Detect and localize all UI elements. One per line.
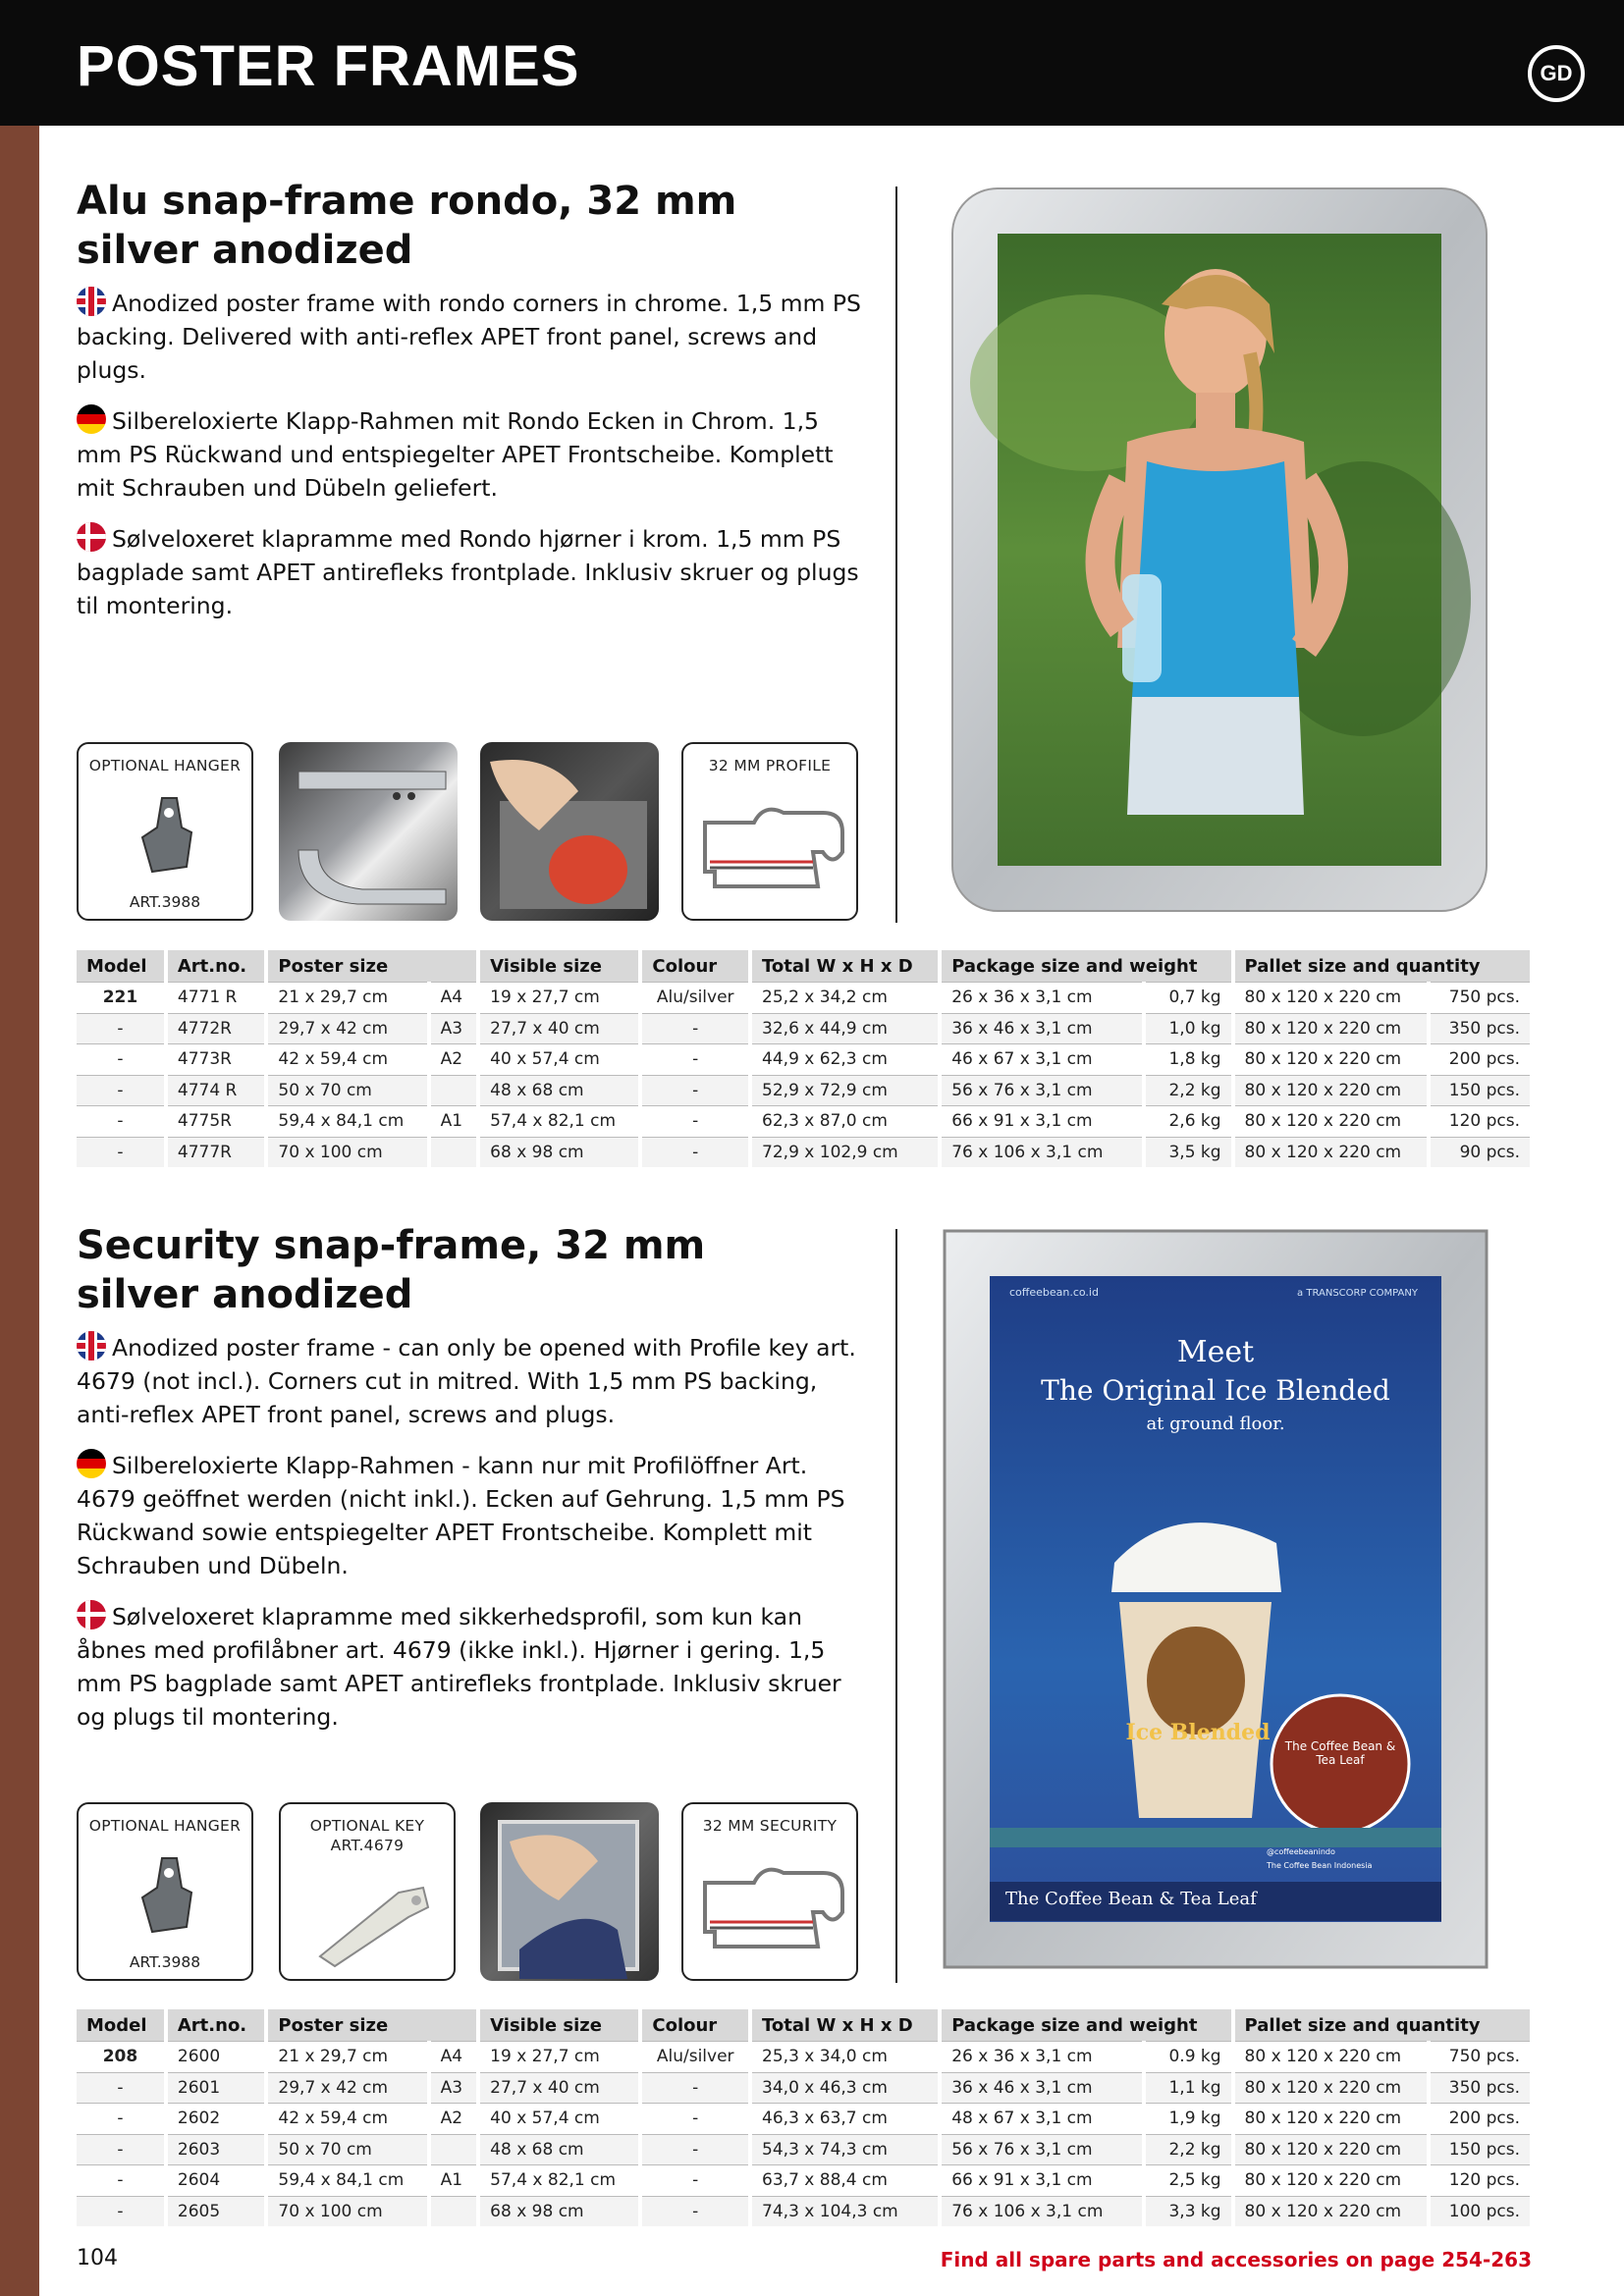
table-cell: 26 x 36 x 3,1 cm: [940, 2042, 1144, 2073]
hanger-icon: [123, 793, 211, 881]
table-cell: 4777R: [166, 1137, 267, 1167]
danish-flag-icon: [77, 522, 106, 552]
table-cell: A2: [429, 2104, 479, 2135]
table-cell: 29,7 x 42 cm: [266, 2072, 428, 2104]
table-cell: 50 x 70 cm: [266, 2134, 428, 2165]
table-cell: 1,1 kg: [1144, 2072, 1232, 2104]
col-header-total: Total W x H x D: [750, 950, 940, 983]
table-cell: 2,2 kg: [1144, 1075, 1232, 1106]
table-cell: [429, 1075, 479, 1106]
hanger-thumbnail: OPTIONAL HANGER ART.3988: [77, 742, 253, 921]
col-header-total: Total W x H x D: [750, 2009, 940, 2042]
table-row: [77, 1013, 1532, 1044]
feature-thumbnails-1: [77, 742, 862, 929]
table-cell: 350 pcs.: [1429, 1013, 1532, 1044]
table-cell: -: [77, 1013, 166, 1044]
table-cell: -: [77, 2072, 166, 2104]
table-cell: A3: [429, 1013, 479, 1044]
table-cell: 80 x 120 x 220 cm: [1233, 1044, 1430, 1076]
table-cell: -: [77, 2196, 166, 2226]
product-photo-rondo: [950, 187, 1489, 913]
col-header-visible-size: Visible size: [478, 950, 640, 983]
table-cell: 750 pcs.: [1429, 983, 1532, 1014]
table-cell: 2602: [166, 2104, 267, 2135]
table-cell: 150 pcs.: [1429, 1075, 1532, 1106]
product-title: Security snap-frame, 32 mm silver anodized: [77, 1223, 706, 1317]
table-cell: 72,9 x 102,9 cm: [750, 1137, 940, 1167]
table-cell: 4771 R: [166, 983, 267, 1014]
security-profile-thumbnail: 32 MM SECURITY: [681, 1802, 858, 1981]
table-cell: 1,0 kg: [1144, 1013, 1232, 1044]
table-cell: 4774 R: [166, 1075, 267, 1106]
description-de: Silbereloxierte Klapp-Rahmen - kann nur mit Profilöffner Art. 4679 geöffnet werden (nicht inkl.). Ecken auf Gehrung. 1,5 mm PS Rückwand sowie entspiegelter APET Frontscheibe. Komplett mit Schrauben und Dübeln.: [77, 1449, 862, 1582]
table-cell: -: [640, 2104, 750, 2135]
poster-social1: @coffeebeanindo: [1267, 1847, 1335, 1856]
table-cell: 54,3 x 74,3 cm: [750, 2134, 940, 2165]
key-thumbnail: OPTIONAL KEY ART.4679: [279, 1802, 456, 1981]
table-cell: 57,4 x 82,1 cm: [478, 2165, 640, 2197]
table-cell: A3: [429, 2072, 479, 2104]
hanger-thumbnail: OPTIONAL HANGER ART.3988: [77, 1802, 253, 1981]
table-cell: 100 pcs.: [1429, 2196, 1532, 2226]
table-cell: -: [640, 1106, 750, 1138]
table-cell: 120 pcs.: [1429, 2165, 1532, 2197]
table-row: [77, 1137, 1532, 1167]
table-cell: 76 x 106 x 3,1 cm: [940, 1137, 1144, 1167]
table-cell: 750 pcs.: [1429, 2042, 1532, 2073]
table-cell: 80 x 120 x 220 cm: [1233, 2072, 1430, 2104]
table-cell: -: [640, 1075, 750, 1106]
table-cell: 1,8 kg: [1144, 1044, 1232, 1076]
table-cell: 2,5 kg: [1144, 2165, 1232, 2197]
divider-line: [895, 1229, 897, 1983]
table-cell: 80 x 120 x 220 cm: [1233, 1106, 1430, 1138]
table-cell: -: [77, 2165, 166, 2197]
table-cell: 36 x 46 x 3,1 cm: [940, 1013, 1144, 1044]
table-cell: 1,9 kg: [1144, 2104, 1232, 2135]
table-cell: 70 x 100 cm: [266, 2196, 428, 2226]
page-title: POSTER FRAMES: [77, 34, 580, 98]
opening-key-photo: [480, 1802, 659, 1981]
table-cell: -: [77, 1075, 166, 1106]
table-cell: 62,3 x 87,0 cm: [750, 1106, 940, 1138]
poster-cup-text: Ice Blended: [1125, 1720, 1271, 1745]
table-row: [77, 2072, 1532, 2104]
brand-logo-icon: GD: [1528, 45, 1585, 102]
table-cell: 3,3 kg: [1144, 2196, 1232, 2226]
poster-social2: The Coffee Bean Indonesia: [1267, 1861, 1373, 1870]
table-cell: 52,9 x 72,9 cm: [750, 1075, 940, 1106]
table-cell: 80 x 120 x 220 cm: [1233, 983, 1430, 1014]
table-cell: 2,6 kg: [1144, 1106, 1232, 1138]
table-cell: 350 pcs.: [1429, 2072, 1532, 2104]
table-cell: 27,7 x 40 cm: [478, 2072, 640, 2104]
profile-thumbnail: 32 MM PROFILE: [681, 742, 858, 921]
table-cell: 221: [77, 983, 166, 1014]
table-cell: 56 x 76 x 3,1 cm: [940, 1075, 1144, 1106]
table-cell: -: [640, 1137, 750, 1167]
table-cell: 2605: [166, 2196, 267, 2226]
table-cell: 21 x 29,7 cm: [266, 2042, 428, 2073]
table-cell: 48 x 68 cm: [478, 1075, 640, 1106]
table-row: [77, 983, 1532, 1014]
table-cell: 46 x 67 x 3,1 cm: [940, 1044, 1144, 1076]
table-cell: 90 pcs.: [1429, 1137, 1532, 1167]
table-cell: 80 x 120 x 220 cm: [1233, 2196, 1430, 2226]
table-cell: -: [640, 2165, 750, 2197]
col-header-package: Package size and weight: [940, 950, 1232, 983]
col-header-package: Package size and weight: [940, 2009, 1232, 2042]
description-dk: Sølveloxeret klapramme med Rondo hjørner i krom. 1,5 mm PS bagplade samt APET antirefleks frontplade. Inklusiv skruer og plugs til montering.: [77, 522, 862, 622]
spec-table-security: [77, 2009, 1534, 2226]
opening-frame-photo: [480, 742, 659, 921]
table-cell: -: [640, 2196, 750, 2226]
table-cell: 66 x 91 x 3,1 cm: [940, 2165, 1144, 2197]
poster-brand: The Coffee Bean & Tea Leaf: [1005, 1889, 1257, 1909]
col-header-colour: Colour: [640, 950, 750, 983]
table-cell: 80 x 120 x 220 cm: [1233, 2134, 1430, 2165]
poster-badge-text: The Coffee Bean & Tea Leaf: [1284, 1739, 1396, 1767]
table-cell: 40 x 57,4 cm: [478, 1044, 640, 1076]
description-en: Anodized poster frame - can only be opened with Profile key art. 4679 (not incl.). Corners cut in mitred. With 1,5 mm PS backing, anti-reflex APET front panel, screws and plugs.: [77, 1331, 862, 1431]
table-cell: 50 x 70 cm: [266, 1075, 428, 1106]
table-cell: -: [640, 2134, 750, 2165]
table-cell: 68 x 98 cm: [478, 1137, 640, 1167]
table-row: [77, 2165, 1532, 2197]
table-row: [77, 2104, 1532, 2135]
table-cell: 150 pcs.: [1429, 2134, 1532, 2165]
table-cell: Alu/silver: [640, 2042, 750, 2073]
feature-thumbnails-2: [77, 1802, 862, 1989]
table-cell: [429, 1137, 479, 1167]
table-row: [77, 1106, 1532, 1138]
security-profile-diagram-icon: [695, 1853, 848, 1961]
col-header-visible-size: Visible size: [478, 2009, 640, 2042]
description-de: Silbereloxierte Klapp-Rahmen mit Rondo Ecken in Chrom. 1,5 mm PS Rückwand und entspiegelter APET Frontscheibe. Komplett mit Schrauben und Dübeln geliefert.: [77, 404, 862, 505]
col-header-poster-size: Poster size: [266, 950, 478, 983]
poster-site: coffeebean.co.id: [1009, 1286, 1099, 1299]
table-cell: 2604: [166, 2165, 267, 2197]
page-number: 104: [77, 2246, 118, 2270]
table-cell: -: [77, 2104, 166, 2135]
table-cell: 26 x 36 x 3,1 cm: [940, 983, 1144, 1014]
table-cell: 25,3 x 34,0 cm: [750, 2042, 940, 2073]
table-cell: 0.9 kg: [1144, 2042, 1232, 2073]
table-cell: 48 x 68 cm: [478, 2134, 640, 2165]
table-cell: 40 x 57,4 cm: [478, 2104, 640, 2135]
table-cell: 19 x 27,7 cm: [478, 983, 640, 1014]
profile-diagram-icon: [695, 793, 848, 901]
col-header-poster-size: Poster size: [266, 2009, 478, 2042]
spec-table-rondo: [77, 950, 1534, 1167]
uk-flag-icon: [77, 1331, 106, 1361]
table-cell: -: [77, 1106, 166, 1138]
table-cell: 2601: [166, 2072, 267, 2104]
table-cell: 200 pcs.: [1429, 2104, 1532, 2135]
product-title: Alu snap-frame rondo, 32 mm silver anodized: [77, 179, 737, 273]
table-cell: 80 x 120 x 220 cm: [1233, 2042, 1430, 2073]
table-cell: 42 x 59,4 cm: [266, 2104, 428, 2135]
table-cell: 80 x 120 x 220 cm: [1233, 1013, 1430, 1044]
table-cell: 70 x 100 cm: [266, 1137, 428, 1167]
table-cell: 27,7 x 40 cm: [478, 1013, 640, 1044]
table-cell: 2600: [166, 2042, 267, 2073]
german-flag-icon: [77, 1449, 106, 1478]
table-cell: 66 x 91 x 3,1 cm: [940, 1106, 1144, 1138]
table-cell: 46,3 x 63,7 cm: [750, 2104, 940, 2135]
table-cell: 80 x 120 x 220 cm: [1233, 2104, 1430, 2135]
table-cell: -: [77, 1137, 166, 1167]
uk-flag-icon: [77, 287, 106, 316]
table-cell: [429, 2196, 479, 2226]
hanger-icon: [123, 1853, 211, 1942]
col-header-pallet: Pallet size and quantity: [1233, 2009, 1532, 2042]
table-row: [77, 1075, 1532, 1106]
table-row: [77, 2042, 1532, 2073]
table-cell: A1: [429, 1106, 479, 1138]
table-cell: -: [77, 1044, 166, 1076]
table-cell: 80 x 120 x 220 cm: [1233, 1137, 1430, 1167]
product-photo-security: [943, 1229, 1489, 1969]
table-cell: -: [640, 1013, 750, 1044]
danish-flag-icon: [77, 1600, 106, 1629]
table-cell: 48 x 67 x 3,1 cm: [940, 2104, 1144, 2135]
table-cell: A2: [429, 1044, 479, 1076]
table-cell: 120 pcs.: [1429, 1106, 1532, 1138]
table-cell: 76 x 106 x 3,1 cm: [940, 2196, 1144, 2226]
description-dk: Sølveloxeret klapramme med sikkerhedsprofil, som kun kan åbnes med profilåbner art. 4679 (ikke inkl.). Hjørner i gering. 1,5 mm PS bagplade samt APET antirefleks frontplade. Inklusiv skruer og plugs til montering.: [77, 1600, 862, 1734]
table-cell: A1: [429, 2165, 479, 2197]
table-cell: 80 x 120 x 220 cm: [1233, 2165, 1430, 2197]
table-cell: 36 x 46 x 3,1 cm: [940, 2072, 1144, 2104]
table-cell: A4: [429, 983, 479, 1014]
table-cell: Alu/silver: [640, 983, 750, 1014]
table-row: [77, 2196, 1532, 2226]
table-cell: 80 x 120 x 220 cm: [1233, 1075, 1430, 1106]
table-cell: 3,5 kg: [1144, 1137, 1232, 1167]
col-header-colour: Colour: [640, 2009, 750, 2042]
table-row: [77, 1044, 1532, 1076]
table-row: [77, 2134, 1532, 2165]
corner-detail-photo: [279, 742, 458, 921]
col-header-artno: Art.no.: [166, 950, 267, 983]
table-cell: 59,4 x 84,1 cm: [266, 1106, 428, 1138]
table-cell: 2,2 kg: [1144, 2134, 1232, 2165]
table-cell: 4775R: [166, 1106, 267, 1138]
side-color-bar: [0, 126, 39, 2296]
table-cell: 44,9 x 62,3 cm: [750, 1044, 940, 1076]
col-header-model: Model: [77, 2009, 166, 2042]
col-header-model: Model: [77, 950, 166, 983]
col-header-pallet: Pallet size and quantity: [1233, 950, 1532, 983]
table-cell: 68 x 98 cm: [478, 2196, 640, 2226]
table-cell: 208: [77, 2042, 166, 2073]
table-cell: 59,4 x 84,1 cm: [266, 2165, 428, 2197]
table-cell: 21 x 29,7 cm: [266, 983, 428, 1014]
table-cell: 19 x 27,7 cm: [478, 2042, 640, 2073]
table-cell: A4: [429, 2042, 479, 2073]
table-cell: 34,0 x 46,3 cm: [750, 2072, 940, 2104]
table-cell: [429, 2134, 479, 2165]
poster-line3: at ground floor.: [1146, 1414, 1285, 1434]
table-cell: 29,7 x 42 cm: [266, 1013, 428, 1044]
poster-line1: Meet: [1176, 1335, 1255, 1369]
table-cell: 4772R: [166, 1013, 267, 1044]
table-cell: 74,3 x 104,3 cm: [750, 2196, 940, 2226]
table-cell: 2603: [166, 2134, 267, 2165]
table-cell: 56 x 76 x 3,1 cm: [940, 2134, 1144, 2165]
divider-line: [895, 187, 897, 923]
table-cell: -: [77, 2134, 166, 2165]
table-cell: 32,6 x 44,9 cm: [750, 1013, 940, 1044]
table-cell: 4773R: [166, 1044, 267, 1076]
table-cell: 200 pcs.: [1429, 1044, 1532, 1076]
table-cell: -: [640, 2072, 750, 2104]
table-cell: -: [640, 1044, 750, 1076]
table-cell: 42 x 59,4 cm: [266, 1044, 428, 1076]
german-flag-icon: [77, 404, 106, 434]
table-cell: 57,4 x 82,1 cm: [478, 1106, 640, 1138]
col-header-artno: Art.no.: [166, 2009, 267, 2042]
page-header: [0, 0, 1624, 126]
table-cell: 63,7 x 88,4 cm: [750, 2165, 940, 2197]
table-cell: 0,7 kg: [1144, 983, 1232, 1014]
poster-line2: The Original Ice Blended: [1041, 1374, 1390, 1407]
spare-parts-note: Find all spare parts and accessories on page 254-263: [940, 2248, 1532, 2271]
table-cell: 25,2 x 34,2 cm: [750, 983, 940, 1014]
poster-company: a TRANSCORP COMPANY: [1297, 1288, 1418, 1299]
description-en: Anodized poster frame with rondo corners in chrome. 1,5 mm PS backing. Delivered with anti-reflex APET front panel, screws and plugs.: [77, 287, 862, 387]
profile-key-icon: [300, 1873, 438, 1971]
